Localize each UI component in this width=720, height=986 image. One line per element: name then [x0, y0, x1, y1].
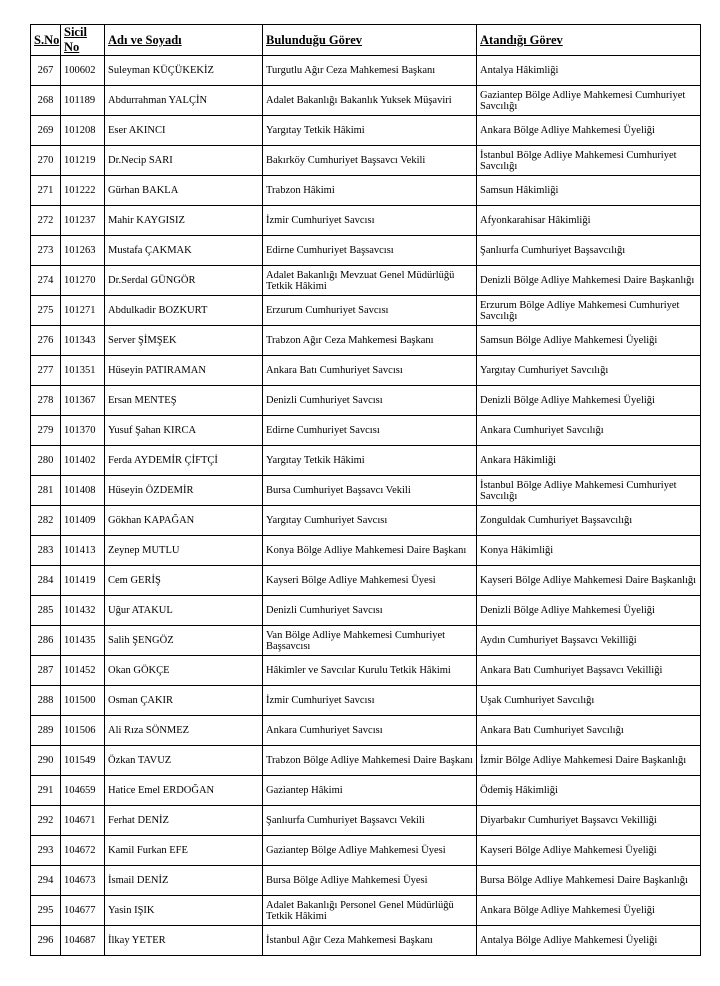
cell-sno: 291: [31, 776, 61, 806]
cell-sicil-no: 104672: [61, 836, 105, 866]
cell-assigned-duty: Kayseri Bölge Adliye Mahkemesi Üyeliği: [477, 836, 701, 866]
cell-current-duty: Denizli Cumhuriyet Savcısı: [263, 386, 477, 416]
cell-sicil-no: 101408: [61, 476, 105, 506]
cell-assigned-duty: Antalya Hâkimliği: [477, 56, 701, 86]
cell-sicil-no: 101367: [61, 386, 105, 416]
table-row: [31, 896, 701, 926]
cell-sicil-no: 101506: [61, 716, 105, 746]
cell-current-duty: Bakırköy Cumhuriyet Başsavcı Vekili: [263, 146, 477, 176]
cell-sno: 276: [31, 326, 61, 356]
cell-name: Mahir KAYGISIZ: [105, 206, 263, 236]
cell-sicil-no: 101271: [61, 296, 105, 326]
table-row: [31, 86, 701, 116]
cell-assigned-duty: Gaziantep Bölge Adliye Mahkemesi Cumhuriyet Savcılığı: [477, 86, 701, 116]
table-row: [31, 356, 701, 386]
cell-assigned-duty: Uşak Cumhuriyet Savcılığı: [477, 686, 701, 716]
cell-name: Ferda AYDEMİR ÇİFTÇİ: [105, 446, 263, 476]
cell-current-duty: Yargıtay Cumhuriyet Savcısı: [263, 506, 477, 536]
cell-sicil-no: 101409: [61, 506, 105, 536]
cell-sno: 286: [31, 626, 61, 656]
cell-name: Salih ŞENGÖZ: [105, 626, 263, 656]
cell-current-duty: Adalet Bakanlığı Bakanlık Yuksek Müşaviri: [263, 86, 477, 116]
cell-assigned-duty: Yargıtay Cumhuriyet Savcılığı: [477, 356, 701, 386]
header-current-duty: Bulunduğu Görev: [263, 25, 477, 56]
cell-sno: 285: [31, 596, 61, 626]
cell-sno: 277: [31, 356, 61, 386]
cell-sno: 293: [31, 836, 61, 866]
cell-sno: 287: [31, 656, 61, 686]
cell-sno: 292: [31, 806, 61, 836]
cell-sicil-no: 104673: [61, 866, 105, 896]
cell-sicil-no: 101452: [61, 656, 105, 686]
table-row: [31, 716, 701, 746]
table-row: [31, 656, 701, 686]
cell-name: Ersan MENTEŞ: [105, 386, 263, 416]
cell-current-duty: Edirne Cumhuriyet Başsavcısı: [263, 236, 477, 266]
table-row: [31, 206, 701, 236]
cell-sicil-no: 104671: [61, 806, 105, 836]
cell-current-duty: Yargıtay Tetkik Hâkimi: [263, 446, 477, 476]
table-header: [31, 25, 701, 56]
table-row: [31, 236, 701, 266]
cell-current-duty: Trabzon Bölge Adliye Mahkemesi Daire Başkanı: [263, 746, 477, 776]
cell-name: Mustafa ÇAKMAK: [105, 236, 263, 266]
cell-assigned-duty: Konya Hâkimliği: [477, 536, 701, 566]
cell-assigned-duty: Ankara Bölge Adliye Mahkemesi Üyeliği: [477, 116, 701, 146]
cell-current-duty: Erzurum Cumhuriyet Savcısı: [263, 296, 477, 326]
cell-current-duty: Adalet Bakanlığı Personel Genel Müdürlüğü Tetkik Hâkimi: [263, 896, 477, 926]
cell-sno: 294: [31, 866, 61, 896]
cell-name: Ali Rıza SÖNMEZ: [105, 716, 263, 746]
cell-assigned-duty: Antalya Bölge Adliye Mahkemesi Üyeliği: [477, 926, 701, 956]
cell-sno: 290: [31, 746, 61, 776]
table-row: [31, 296, 701, 326]
cell-sicil-no: 104677: [61, 896, 105, 926]
cell-sno: 281: [31, 476, 61, 506]
cell-name: Gökhan KAPAĞAN: [105, 506, 263, 536]
table-row: [31, 326, 701, 356]
cell-current-duty: İstanbul Ağır Ceza Mahkemesi Başkanı: [263, 926, 477, 956]
header-assigned-duty: Atandığı Görev: [477, 25, 701, 56]
cell-assigned-duty: Denizli Bölge Adliye Mahkemesi Üyeliği: [477, 386, 701, 416]
cell-sno: 275: [31, 296, 61, 326]
cell-name: Suleyman KÜÇÜKEKİZ: [105, 56, 263, 86]
cell-sicil-no: 101370: [61, 416, 105, 446]
cell-name: Hüseyin PATIRAMAN: [105, 356, 263, 386]
cell-sicil-no: 101219: [61, 146, 105, 176]
cell-current-duty: Trabzon Hâkimi: [263, 176, 477, 206]
cell-sicil-no: 101263: [61, 236, 105, 266]
cell-name: Abdulkadir BOZKURT: [105, 296, 263, 326]
table-row: [31, 746, 701, 776]
cell-sicil-no: 101413: [61, 536, 105, 566]
cell-name: İlkay YETER: [105, 926, 263, 956]
cell-sicil-no: 101189: [61, 86, 105, 116]
cell-sicil-no: 101419: [61, 566, 105, 596]
cell-name: Hatice Emel ERDOĞAN: [105, 776, 263, 806]
table-row: [31, 776, 701, 806]
cell-name: Server ŞİMŞEK: [105, 326, 263, 356]
cell-current-duty: Bursa Bölge Adliye Mahkemesi Üyesi: [263, 866, 477, 896]
table-row: [31, 176, 701, 206]
table-row: [31, 266, 701, 296]
cell-assigned-duty: Kayseri Bölge Adliye Mahkemesi Daire Başkanlığı: [477, 566, 701, 596]
cell-assigned-duty: Ankara Bölge Adliye Mahkemesi Üyeliği: [477, 896, 701, 926]
cell-current-duty: Van Bölge Adliye Mahkemesi Cumhuriyet Başsavcısı: [263, 626, 477, 656]
cell-assigned-duty: Afyonkarahisar Hâkimliği: [477, 206, 701, 236]
cell-sno: 282: [31, 506, 61, 536]
cell-assigned-duty: Samsun Bölge Adliye Mahkemesi Üyeliği: [477, 326, 701, 356]
header-row: [31, 25, 701, 56]
cell-current-duty: Bursa Cumhuriyet Başsavcı Vekili: [263, 476, 477, 506]
table-row: [31, 596, 701, 626]
cell-name: Yasin IŞIK: [105, 896, 263, 926]
cell-name: Uğur ATAKUL: [105, 596, 263, 626]
cell-assigned-duty: Denizli Bölge Adliye Mahkemesi Üyeliği: [477, 596, 701, 626]
cell-current-duty: Hâkimler ve Savcılar Kurulu Tetkik Hâkimi: [263, 656, 477, 686]
cell-sno: 283: [31, 536, 61, 566]
cell-sicil-no: 100602: [61, 56, 105, 86]
cell-sicil-no: 101549: [61, 746, 105, 776]
cell-name: Dr.Necip SARI: [105, 146, 263, 176]
cell-assigned-duty: Ankara Batı Cumhuriyet Başsavcı Vekilliği: [477, 656, 701, 686]
cell-current-duty: Denizli Cumhuriyet Savcısı: [263, 596, 477, 626]
table-row: [31, 836, 701, 866]
cell-name: Zeynep MUTLU: [105, 536, 263, 566]
cell-name: Yusuf Şahan KIRCA: [105, 416, 263, 446]
cell-sicil-no: 101402: [61, 446, 105, 476]
table-row: [31, 386, 701, 416]
cell-sno: 267: [31, 56, 61, 86]
cell-sicil-no: 101351: [61, 356, 105, 386]
cell-sno: 288: [31, 686, 61, 716]
cell-sicil-no: 101435: [61, 626, 105, 656]
appointments-table: [30, 24, 701, 956]
table-row: [31, 56, 701, 86]
cell-assigned-duty: Aydın Cumhuriyet Başsavcı Vekilliği: [477, 626, 701, 656]
cell-sicil-no: 104687: [61, 926, 105, 956]
cell-current-duty: Edirne Cumhuriyet Savcısı: [263, 416, 477, 446]
table-row: [31, 566, 701, 596]
cell-sno: 272: [31, 206, 61, 236]
cell-name: Hüseyin ÖZDEMİR: [105, 476, 263, 506]
cell-name: Cem GERİŞ: [105, 566, 263, 596]
cell-sicil-no: 101270: [61, 266, 105, 296]
cell-sno: 280: [31, 446, 61, 476]
cell-current-duty: Adalet Bakanlığı Mevzuat Genel Müdürlüğü Tetkik Hâkimi: [263, 266, 477, 296]
cell-assigned-duty: Zonguldak Cumhuriyet Başsavcılığı: [477, 506, 701, 536]
cell-assigned-duty: Diyarbakır Cumhuriyet Başsavcı Vekilliği: [477, 806, 701, 836]
header-sno: S.No: [31, 25, 61, 56]
cell-current-duty: Gaziantep Bölge Adliye Mahkemesi Üyesi: [263, 836, 477, 866]
cell-name: Eser AKINCI: [105, 116, 263, 146]
cell-sno: 284: [31, 566, 61, 596]
cell-sicil-no: 101343: [61, 326, 105, 356]
table-row: [31, 926, 701, 956]
cell-current-duty: Kayseri Bölge Adliye Mahkemesi Üyesi: [263, 566, 477, 596]
cell-name: İsmail DENİZ: [105, 866, 263, 896]
table-row: [31, 536, 701, 566]
cell-current-duty: İzmir Cumhuriyet Savcısı: [263, 206, 477, 236]
cell-assigned-duty: Erzurum Bölge Adliye Mahkemesi Cumhuriyet Savcılığı: [477, 296, 701, 326]
cell-sno: 268: [31, 86, 61, 116]
cell-sno: 273: [31, 236, 61, 266]
cell-name: Dr.Serdal GÜNGÖR: [105, 266, 263, 296]
cell-assigned-duty: Ankara Cumhuriyet Savcılığı: [477, 416, 701, 446]
cell-assigned-duty: İstanbul Bölge Adliye Mahkemesi Cumhuriyet Savcılığı: [477, 146, 701, 176]
cell-sno: 274: [31, 266, 61, 296]
cell-sno: 295: [31, 896, 61, 926]
cell-current-duty: Ankara Batı Cumhuriyet Savcısı: [263, 356, 477, 386]
cell-assigned-duty: Denizli Bölge Adliye Mahkemesi Daire Başkanlığı: [477, 266, 701, 296]
table-body: [31, 56, 701, 956]
cell-sicil-no: 104659: [61, 776, 105, 806]
cell-sno: 271: [31, 176, 61, 206]
table-row: [31, 806, 701, 836]
cell-sicil-no: 101500: [61, 686, 105, 716]
cell-current-duty: Yargıtay Tetkik Hâkimi: [263, 116, 477, 146]
table-row: [31, 416, 701, 446]
header-sicil-no: Sicil No: [61, 25, 105, 56]
cell-name: Osman ÇAKIR: [105, 686, 263, 716]
cell-current-duty: Gaziantep Hâkimi: [263, 776, 477, 806]
table-row: [31, 116, 701, 146]
cell-name: Okan GÖKÇE: [105, 656, 263, 686]
cell-sicil-no: 101222: [61, 176, 105, 206]
cell-current-duty: Şanlıurfa Cumhuriyet Başsavcı Vekili: [263, 806, 477, 836]
cell-assigned-duty: Bursa Bölge Adliye Mahkemesi Daire Başkanlığı: [477, 866, 701, 896]
cell-current-duty: Konya Bölge Adliye Mahkemesi Daire Başkanı: [263, 536, 477, 566]
table-row: [31, 476, 701, 506]
cell-assigned-duty: Ankara Batı Cumhuriyet Savcılığı: [477, 716, 701, 746]
cell-sno: 289: [31, 716, 61, 746]
table-row: [31, 686, 701, 716]
cell-assigned-duty: İstanbul Bölge Adliye Mahkemesi Cumhuriyet Savcılığı: [477, 476, 701, 506]
cell-current-duty: Ankara Cumhuriyet Savcısı: [263, 716, 477, 746]
cell-name: Gürhan BAKLA: [105, 176, 263, 206]
cell-sno: 269: [31, 116, 61, 146]
cell-sno: 270: [31, 146, 61, 176]
cell-name: Kamil Furkan EFE: [105, 836, 263, 866]
cell-current-duty: İzmir Cumhuriyet Savcısı: [263, 686, 477, 716]
cell-assigned-duty: Ankara Hâkimliği: [477, 446, 701, 476]
cell-sno: 278: [31, 386, 61, 416]
cell-sicil-no: 101208: [61, 116, 105, 146]
cell-name: Özkan TAVUZ: [105, 746, 263, 776]
cell-sicil-no: 101432: [61, 596, 105, 626]
cell-assigned-duty: Samsun Hâkimliği: [477, 176, 701, 206]
cell-assigned-duty: İzmir Bölge Adliye Mahkemesi Daire Başkanlığı: [477, 746, 701, 776]
cell-sno: 296: [31, 926, 61, 956]
cell-current-duty: Turgutlu Ağır Ceza Mahkemesi Başkanı: [263, 56, 477, 86]
table-row: [31, 866, 701, 896]
table-row: [31, 506, 701, 536]
cell-assigned-duty: Şanlıurfa Cumhuriyet Başsavcılığı: [477, 236, 701, 266]
table-row: [31, 146, 701, 176]
cell-sicil-no: 101237: [61, 206, 105, 236]
cell-name: Ferhat DENİZ: [105, 806, 263, 836]
cell-sno: 279: [31, 416, 61, 446]
table-row: [31, 626, 701, 656]
table-row: [31, 446, 701, 476]
cell-current-duty: Trabzon Ağır Ceza Mahkemesi Başkanı: [263, 326, 477, 356]
header-name: Adı ve Soyadı: [105, 25, 263, 56]
cell-name: Abdurrahman YALÇİN: [105, 86, 263, 116]
cell-assigned-duty: Ödemiş Hâkimliği: [477, 776, 701, 806]
